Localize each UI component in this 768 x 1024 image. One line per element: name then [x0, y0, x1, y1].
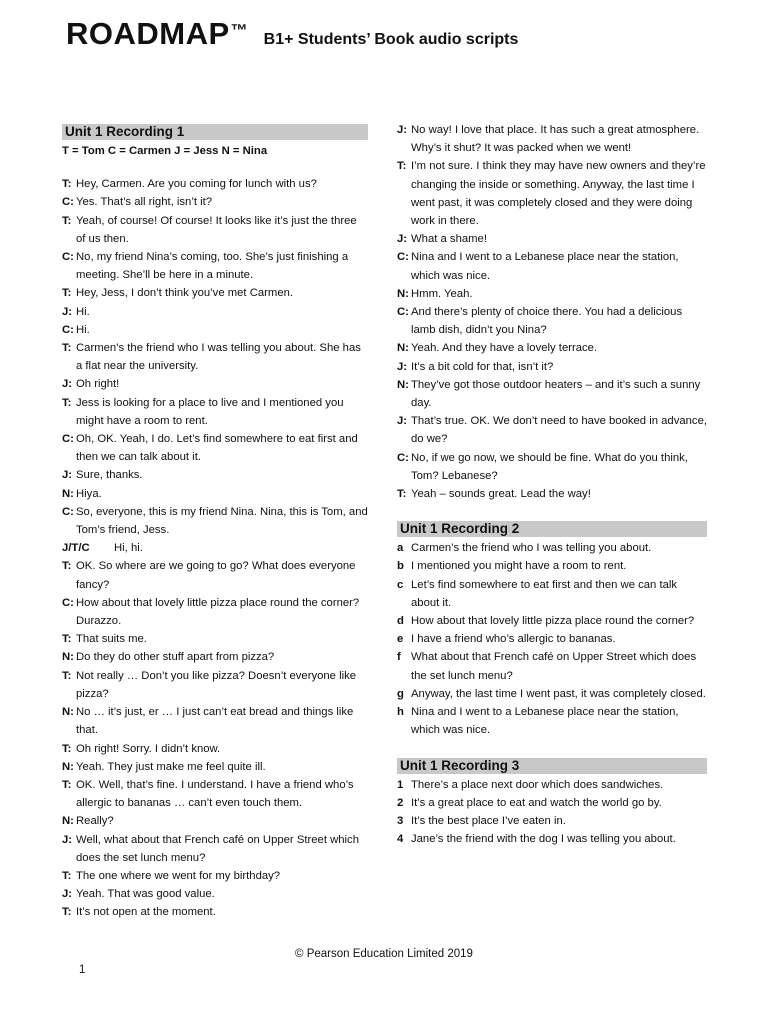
item-text: How about that lovely little pizza place round the corner? [411, 615, 695, 628]
dialogue-text: And there’s plenty of choice there. You had a delicious lamb dish, didn’t you Nina? [411, 306, 683, 337]
dialogue-line [62, 812, 368, 830]
dialogue-line [62, 394, 368, 430]
dialogue-text: Hey, Jess, I don’t think you’ve met Carmen. [76, 287, 294, 300]
speaker-label: C: [62, 505, 74, 518]
item-marker: 3 [397, 814, 404, 827]
speaker-label: T: [397, 160, 407, 173]
dialogue-text: No way! I love that place. It has such a great atmosphere. Why’s it shut? It was packed when we went! [411, 124, 700, 155]
item-text: Let’s find somewhere to eat first and then we can talk about it. [411, 578, 678, 609]
speaker-label: N: [397, 342, 409, 355]
dialogue-line [397, 376, 707, 412]
dialogue-text: That suits me. [76, 633, 147, 646]
dialogue-line [397, 157, 707, 230]
item-text: I have a friend who’s allergic to bananas. [411, 633, 616, 646]
dialogue-text: Oh, OK. Yeah, I do. Let’s find somewhere to eat first and then we can talk about it. [76, 433, 358, 464]
recording3-title: Unit 1 Recording 3 [397, 758, 707, 774]
dialogue-line [397, 285, 707, 303]
speaker-label: T: [62, 633, 72, 646]
recording1-right-lines [397, 121, 707, 503]
list-item [397, 557, 707, 575]
list-item [397, 576, 707, 612]
speaker-label: T: [62, 669, 72, 682]
dialogue-text: Well, what about that French café on Upper Street which does the set lunch menu? [76, 833, 359, 864]
speaker-label: J: [62, 305, 73, 318]
dialogue-text: How about that lovely little pizza place round the corner? Durazzo. [76, 596, 360, 628]
speaker-label: J: [62, 833, 73, 846]
document-subtitle: B1+ Students’ Book audio scripts [263, 31, 519, 48]
trademark-symbol: ™ [230, 21, 248, 40]
speaker-label: T: [62, 178, 72, 191]
speaker-label: J: [397, 415, 408, 428]
dialogue-text: Yeah – sounds great. Lead the way! [411, 488, 591, 501]
speaker-label: N: [397, 287, 409, 300]
item-text: Nina and I went to a Lebanese place near the station, which was nice. [411, 706, 679, 737]
dialogue-text: So, everyone, this is my friend Nina. Nina, this is Tom, and Tom’s friend, Jess. [76, 505, 368, 537]
brand-title: ROADMAP [66, 16, 230, 51]
dialogue-text: Really? [76, 815, 114, 828]
dialogue-line [62, 867, 368, 885]
dialogue-text: Nina and I went to a Lebanese place near the station, which was nice. [411, 251, 679, 282]
list-item [397, 630, 707, 648]
dialogue-line [62, 648, 368, 666]
dialogue-line [62, 594, 368, 630]
item-marker: e [397, 633, 404, 646]
item-marker: 1 [397, 778, 404, 791]
dialogue-text: Yeah, of course! Of course! It looks like it’s just the three of us then. [76, 214, 357, 245]
dialogue-text: I’m not sure. I think they may have new owners and they’re changing the inside or something. Anyway, the last time I went past, it was completely closed and they were doing work in there. [411, 160, 706, 228]
recording2-items [397, 539, 707, 739]
dialogue-line [62, 885, 368, 903]
speaker-label: C: [397, 306, 409, 319]
dialogue-text: Oh right! [76, 378, 120, 391]
dialogue-line [62, 630, 368, 648]
dialogue-text: OK. Well, that’s fine. I understand. I have a friend who’s allergic to bananas … can’t even touch them. [76, 778, 354, 810]
dialogue-line [397, 121, 707, 157]
list-item [397, 612, 707, 630]
recording2-title: Unit 1 Recording 2 [397, 521, 707, 537]
dialogue-text: OK. So where are we going to go? What does everyone fancy? [76, 560, 356, 591]
item-marker: g [397, 687, 404, 700]
item-text: Anyway, the last time I went past, it was completely closed. [411, 687, 706, 700]
speaker-label: N: [62, 815, 74, 828]
speaker-label: T: [62, 342, 72, 355]
speaker-label: T: [62, 869, 72, 882]
speaker-label: N: [62, 651, 74, 664]
dialogue-text: Yes. That’s all right, isn’t it? [76, 196, 213, 209]
dialogue-line [397, 230, 707, 248]
dialogue-text: Oh right! Sorry. I didn’t know. [76, 742, 221, 755]
dialogue-line [62, 284, 368, 302]
dialogue-line [62, 903, 368, 921]
list-item [397, 776, 707, 794]
dialogue-text: Hiya. [76, 487, 102, 500]
dialogue-line [62, 831, 368, 867]
speaker-label: J: [397, 233, 408, 246]
item-marker: 2 [397, 796, 404, 809]
page-header [66, 16, 518, 52]
dialogue-line [62, 248, 368, 284]
item-text: Jane’s the friend with the dog I was telling you about. [411, 833, 676, 846]
speaker-label: C: [62, 251, 74, 264]
speaker-label: T: [62, 742, 72, 755]
dialogue-line [62, 667, 368, 703]
speaker-label: C: [62, 323, 74, 336]
item-text: I mentioned you might have a room to rent. [411, 560, 627, 573]
dialogue-line [397, 358, 707, 376]
speaker-label: T: [62, 778, 72, 791]
item-text: Carmen’s the friend who I was telling you about. [411, 542, 652, 555]
copyright-notice: © Pearson Education Limited 2019 [295, 948, 473, 960]
dialogue-line [397, 485, 707, 503]
dialogue-line [397, 303, 707, 339]
dialogue-line [397, 449, 707, 485]
dialogue-line [62, 776, 368, 812]
dialogue-text: Jess is looking for a place to live and I mentioned you might have a room to rent. [76, 396, 344, 427]
dialogue-text: They’ve got those outdoor heaters – and it’s such a sunny day. [411, 378, 701, 410]
dialogue-line [62, 758, 368, 776]
dialogue-text: Yeah. They just make me feel quite ill. [76, 760, 266, 773]
dialogue-text: Sure, thanks. [76, 469, 143, 482]
dialogue-text: What a shame! [411, 233, 487, 246]
dialogue-line [62, 485, 368, 503]
dialogue-line [62, 212, 368, 248]
item-marker: f [397, 651, 401, 664]
item-text: What about that French café on Upper Street which does the set lunch menu? [411, 651, 697, 682]
list-item [397, 703, 707, 739]
speaker-label: T: [62, 396, 72, 409]
speaker-label: N: [62, 487, 74, 500]
list-item [397, 812, 707, 830]
dialogue-line [62, 321, 368, 339]
item-marker: b [397, 560, 404, 573]
dialogue-text: The one where we went for my birthday? [76, 869, 281, 882]
speaker-label: T: [397, 488, 407, 501]
dialogue-line [62, 339, 368, 375]
speaker-key: T = Tom C = Carmen J = Jess N = Nina [62, 145, 268, 157]
item-marker: a [397, 542, 404, 555]
dialogue-text: No, my friend Nina’s coming, too. She’s just finishing a meeting. She’ll be here in a minute. [76, 251, 349, 282]
right-column [397, 121, 707, 848]
dialogue-line [397, 339, 707, 357]
item-text: It’s the best place I’ve eaten in. [411, 814, 566, 827]
speaker-label: J: [62, 378, 73, 391]
dialogue-text: Yeah. And they have a lovely terrace. [411, 342, 598, 355]
list-item [397, 830, 707, 848]
dialogue-text: Hey, Carmen. Are you coming for lunch with us? [76, 178, 317, 191]
dialogue-line [62, 193, 368, 211]
dialogue-line [397, 412, 707, 448]
speaker-label: J: [62, 469, 73, 482]
page-number: 1 [79, 964, 86, 976]
dialogue-line [62, 430, 368, 466]
recording1-title: Unit 1 Recording 1 [62, 124, 368, 140]
dialogue-line [62, 557, 368, 593]
speaker-label: J: [397, 124, 408, 136]
dialogue-line [397, 248, 707, 284]
speaker-label: N: [397, 378, 409, 391]
speaker-label: C: [62, 433, 74, 446]
speaker-label: J: [62, 888, 73, 901]
dialogue-text: It’s not open at the moment. [76, 906, 216, 919]
dialogue-text: Hi. [76, 305, 90, 318]
list-item [397, 539, 707, 557]
dialogue-line [62, 375, 368, 393]
speaker-label: C: [62, 596, 74, 609]
speaker-label: T: [62, 906, 72, 919]
speaker-label: T: [62, 287, 72, 300]
speaker-label: C: [397, 251, 409, 264]
speaker-label: N: [62, 706, 74, 719]
dialogue-text: Yeah. That was good value. [76, 888, 215, 901]
speaker-label: J: [397, 360, 408, 373]
item-marker: 4 [397, 833, 404, 846]
item-marker: c [397, 578, 404, 591]
dialogue-text: Hi. [76, 323, 90, 336]
dialogue-text: Hmm. Yeah. [411, 287, 473, 300]
item-marker: h [397, 706, 404, 719]
speaker-label: C: [62, 196, 74, 209]
item-text: It’s a great place to eat and watch the world go by. [411, 796, 662, 809]
dialogue-text: Carmen’s the friend who I was telling you about. She has a flat near the university. [76, 342, 361, 373]
dialogue-text: No … it’s just, er … I just can’t eat bread and things like that. [76, 706, 354, 737]
speaker-label: T: [62, 214, 72, 227]
dialogue-text: It’s a bit cold for that, isn’t it? [411, 360, 554, 373]
item-text: There’s a place next door which does sandwiches. [411, 778, 664, 791]
dialogue-line [62, 175, 368, 193]
dialogue-text: That’s true. OK. We don’t need to have booked in advance, do we? [411, 415, 708, 446]
dialogue-text: Do they do other stuff apart from pizza? [76, 651, 275, 664]
item-marker: d [397, 615, 404, 628]
left-column [62, 121, 368, 922]
speaker-label: N: [62, 760, 74, 773]
list-item [397, 648, 707, 684]
dialogue-line [62, 539, 368, 557]
dialogue-line [62, 503, 368, 539]
speaker-label: J/T/C [62, 542, 90, 555]
list-item [397, 685, 707, 703]
dialogue-line [62, 303, 368, 321]
dialogue-line [62, 740, 368, 758]
list-item [397, 794, 707, 812]
recording1-left-lines [62, 175, 368, 921]
recording3-items [397, 776, 707, 849]
dialogue-text: Hi, hi. [114, 542, 143, 555]
speaker-label: C: [397, 451, 409, 464]
dialogue-text: Not really … Don’t you like pizza? Doesn’t everyone like pizza? [76, 669, 357, 700]
dialogue-line [62, 703, 368, 739]
speaker-label: T: [62, 560, 72, 573]
dialogue-text: No, if we go now, we should be fine. What do you think, Tom? Lebanese? [411, 451, 688, 482]
dialogue-line [62, 466, 368, 484]
